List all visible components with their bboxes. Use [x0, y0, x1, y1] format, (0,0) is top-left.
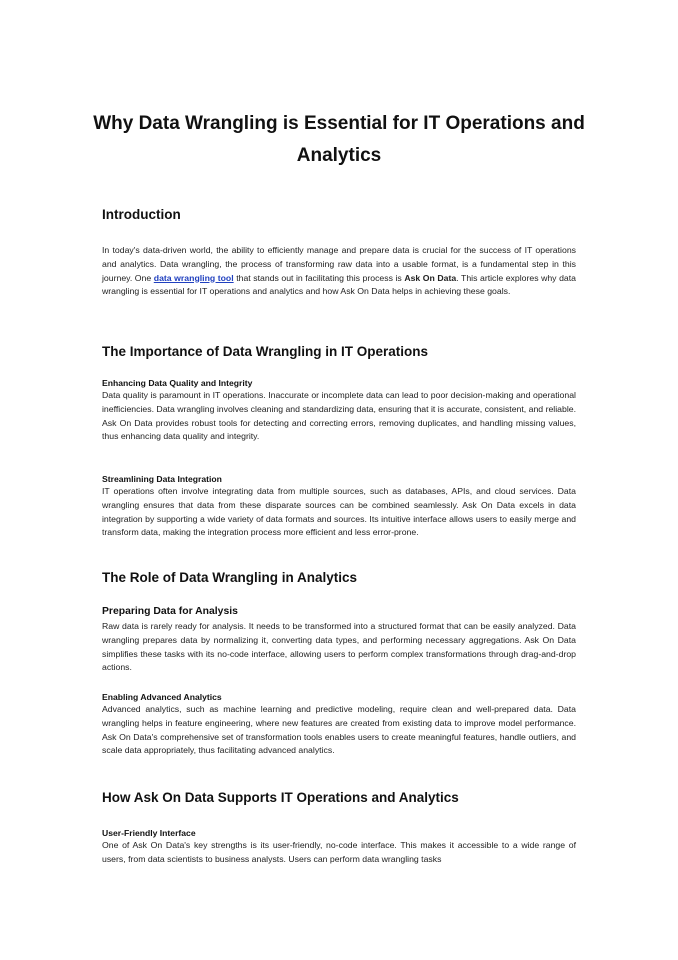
- subheading-data-integration: Streamlining Data Integration: [102, 474, 222, 484]
- section-ask-on-data-heading: How Ask On Data Supports IT Operations and Analytics: [102, 790, 459, 805]
- ask-on-data-name: Ask On Data: [404, 272, 457, 283]
- paragraph-preparing-data: Raw data is rarely ready for analysis. It needs to be transformed into a structured format that can be easily analyzed. Data wrangling prepares data by normalizing it, converting data types, and performing necessary aggregations. Ask On Data simplifies these tasks with its no-code interface, allowing users to perform complex transformations through drag-and-drop actions.: [102, 621, 576, 673]
- intro-text-start: In today's data-driven world, the ability to efficiently manage and prepare data is crucial for the success of IT operations and analytics. Data wrangling, the process of transforming raw data into a usable format, is a fundamental step in this journey. One: [102, 245, 576, 283]
- intro-text-middle: that stands out in facilitating this process is: [233, 272, 405, 283]
- subheading-preparing-data: Preparing Data for Analysis: [102, 606, 238, 617]
- intro-text-end: . This article explores why data wrangling is essential for IT operations and analytics and how Ask On Data helps in achieving these goals.: [102, 272, 576, 297]
- subheading-user-friendly: User-Friendly Interface: [102, 828, 196, 838]
- page-title: Why Data Wrangling is Essential for IT Operations and Analytics: [93, 113, 585, 166]
- subheading-advanced-analytics: Enabling Advanced Analytics: [102, 692, 222, 702]
- paragraph-advanced-analytics: Advanced analytics, such as machine learning and predictive modeling, require clean and well-prepared data. Data wrangling helps in feature engineering, where new features are created from existing data to improve model performance. Ask On Data's comprehensive set of transformation tools enables users to create meaningful features, handle outliers, and scale data appropriately, thus facilitating advanced analytics.: [102, 704, 576, 756]
- paragraph-data-quality: Data quality is paramount in IT operations. Inaccurate or incomplete data can lead to poor decision-making and operational inefficiencies. Data wrangling involves cleaning and standardizing data, ensuring that it is accurate, consistent, and reliable. Ask On Data provides robust tools for detecting and correcting errors, removing duplicates, and handling missing values, thus enhancing data quality and integrity.: [102, 390, 576, 442]
- data-wrangling-tool-link[interactable]: data wrangling tool: [153, 272, 234, 283]
- introduction-paragraph: [102, 244, 576, 299]
- section-it-operations-heading: The Importance of Data Wrangling in IT Operations: [102, 344, 429, 359]
- paragraph-data-integration: IT operations often involve integrating data from multiple sources, such as databases, APIs, and cloud services. Data wrangling ensures that data from these disparate sources can be combined seamlessly. Ask On Data excels in data integration by supporting a wide variety of data formats and sources. Its intuitive interface allows users to easily merge and transform data, making the integration process more efficient and less error-prone.: [102, 486, 576, 538]
- introduction-heading: Introduction: [102, 207, 181, 222]
- section-analytics-heading: The Role of Data Wrangling in Analytics: [102, 570, 358, 585]
- subheading-data-quality: Enhancing Data Quality and Integrity: [102, 378, 253, 388]
- paragraph-user-friendly: One of Ask On Data's key strengths is its user-friendly, no-code interface. This makes it accessible to a wide range of users, from data scientists to business analysts. Users can perform data wrangling tasks: [102, 840, 576, 864]
